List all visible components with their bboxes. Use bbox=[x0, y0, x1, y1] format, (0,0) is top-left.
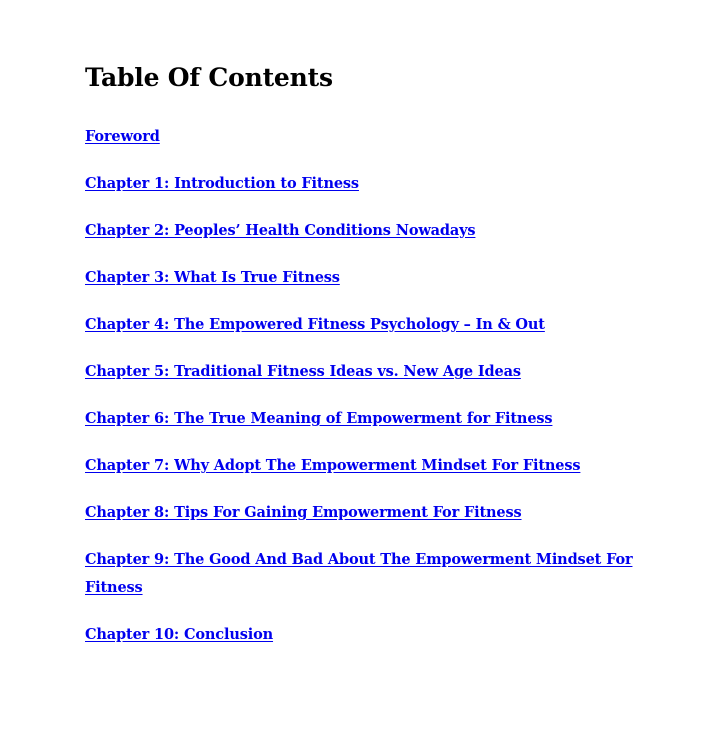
list-item bbox=[85, 546, 645, 602]
list-item bbox=[85, 170, 645, 198]
list-item bbox=[85, 264, 645, 292]
toc-link-chapter-9[interactable]: Chapter 9: The Good And Bad About The Empowerment Mindset For Fitness bbox=[85, 551, 633, 596]
toc-link-chapter-1[interactable]: Chapter 1: Introduction to Fitness bbox=[85, 175, 359, 192]
toc-link-chapter-2[interactable]: Chapter 2: Peoples’ Health Conditions Nowadays bbox=[85, 222, 476, 239]
list-item bbox=[85, 358, 645, 386]
list-item bbox=[85, 217, 645, 245]
toc-link-chapter-5[interactable]: Chapter 5: Traditional Fitness Ideas vs. New Age Ideas bbox=[85, 363, 521, 380]
list-item bbox=[85, 311, 645, 339]
toc-link-foreword[interactable]: Foreword bbox=[85, 128, 160, 145]
toc-link-chapter-8[interactable]: Chapter 8: Tips For Gaining Empowerment For Fitness bbox=[85, 504, 522, 521]
list-item bbox=[85, 452, 645, 480]
list-item bbox=[85, 405, 645, 433]
list-item bbox=[85, 123, 645, 151]
toc-link-chapter-4[interactable]: Chapter 4: The Empowered Fitness Psychology – In & Out bbox=[85, 316, 545, 333]
page-title: Table Of Contents bbox=[85, 63, 333, 92]
toc-link-chapter-10[interactable]: Chapter 10: Conclusion bbox=[85, 626, 274, 643]
toc-link-chapter-7[interactable]: Chapter 7: Why Adopt The Empowerment Mindset For Fitness bbox=[85, 457, 581, 474]
toc-list bbox=[85, 123, 645, 649]
document-page bbox=[85, 58, 645, 668]
list-item bbox=[85, 499, 645, 527]
toc-link-chapter-6[interactable]: Chapter 6: The True Meaning of Empowerment for Fitness bbox=[85, 410, 553, 427]
toc-link-chapter-3[interactable]: Chapter 3: What Is True Fitness bbox=[85, 269, 340, 286]
list-item bbox=[85, 621, 645, 649]
